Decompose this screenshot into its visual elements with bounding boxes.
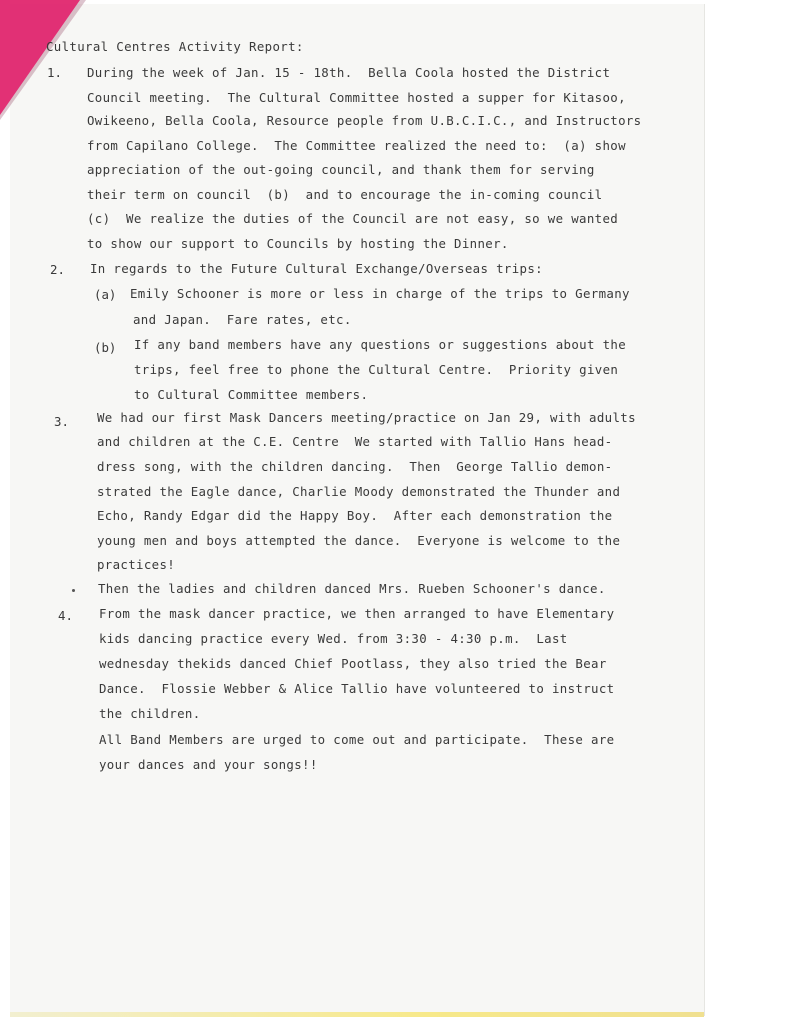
item-line: from Capilano College. The Committee realized the need to: (a) show <box>87 138 626 153</box>
item-line: During the week of Jan. 15 - 18th. Bella Coola hosted the District <box>87 65 611 80</box>
item-line: Dance. Flossie Webber & Alice Tallio have volunteered to instruct <box>99 681 615 696</box>
item-line: dress song, with the children dancing. Then George Tallio demon- <box>97 459 613 474</box>
item-number: 2. <box>50 262 65 277</box>
bullet-mark <box>72 589 75 592</box>
report-title: Cultural Centres Activity Report: <box>46 39 304 54</box>
item-line: the children. <box>99 706 201 721</box>
item-number: 4. <box>58 608 73 623</box>
item-line: to show our support to Councils by hosting the Dinner. <box>87 236 509 251</box>
item-line: We had our first Mask Dancers meeting/practice on Jan 29, with adults <box>97 410 636 425</box>
item-line: young men and boys attempted the dance. Everyone is welcome to the <box>97 533 621 548</box>
item-line: appreciation of the out-going council, and thank them for serving <box>87 162 595 177</box>
item-line: your dances and your songs!! <box>99 757 318 772</box>
subitem-label: (a) <box>94 287 117 302</box>
item-line: Owikeeno, Bella Coola, Resource people from U.B.C.I.C., and Instructors <box>87 113 642 128</box>
item-line: All Band Members are urged to come out and participate. These are <box>99 732 615 747</box>
page-bottom-edge <box>10 1012 704 1017</box>
subitem-line: to Cultural Committee members. <box>134 387 369 402</box>
item-line: and children at the C.E. Centre We started with Tallio Hans head- <box>97 434 613 449</box>
item-line: their term on council (b) and to encourage the in-coming council <box>87 187 603 202</box>
item-line: From the mask dancer practice, we then arranged to have Elementary <box>99 606 615 621</box>
item-line: Echo, Randy Edgar did the Happy Boy. After each demonstration the <box>97 508 613 523</box>
item-line: strated the Eagle dance, Charlie Moody demonstrated the Thunder and <box>97 484 621 499</box>
item-line: In regards to the Future Cultural Exchange/Overseas trips: <box>90 261 543 276</box>
subitem-line: and Japan. Fare rates, etc. <box>133 312 352 327</box>
item-line: (c) We realize the duties of the Council are not easy, so we wanted <box>87 211 619 226</box>
subitem-line: trips, feel free to phone the Cultural Centre. Priority given <box>134 362 619 377</box>
item-line: Then the ladies and children danced Mrs. Rueben Schooner's dance. <box>98 581 606 596</box>
item-line: kids dancing practice every Wed. from 3:30 - 4:30 p.m. Last <box>99 631 568 646</box>
item-line: wednesday thekids danced Chief Pootlass, they also tried the Bear <box>99 656 607 671</box>
subitem-line: Emily Schooner is more or less in charge of the trips to Germany <box>130 286 630 301</box>
item-line: practices! <box>97 557 176 572</box>
item-number: 3. <box>54 414 69 429</box>
item-line: Council meeting. The Cultural Committee hosted a supper for Kitasoo, <box>87 90 626 105</box>
subitem-line: If any band members have any questions or suggestions about the <box>134 337 627 352</box>
item-number: 1. <box>47 65 62 80</box>
subitem-label: (b) <box>94 340 117 355</box>
corner-tab <box>0 0 80 115</box>
